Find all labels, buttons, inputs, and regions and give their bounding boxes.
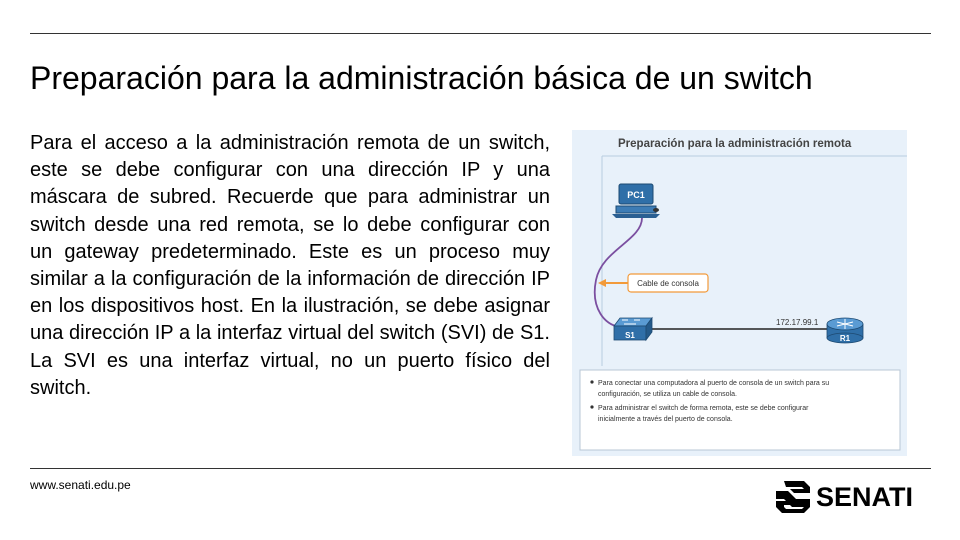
mouse-icon (653, 208, 659, 212)
footer-url[interactable]: www.senati.edu.pe (30, 478, 131, 492)
senati-logo (774, 479, 934, 515)
pc1-label: PC1 (627, 190, 645, 200)
page-title: Preparación para la administración básica de un switch (30, 60, 813, 96)
bottom-divider (30, 468, 931, 469)
router-r1-icon (827, 318, 863, 343)
note-line-1: Para conectar una computadora al puerto de consola de un switch para su (598, 380, 830, 387)
note-line-3: Para administrar el switch de forma remota, este se debe configurar (598, 405, 809, 412)
top-divider (30, 33, 931, 34)
switch-s1-label: S1 (625, 331, 635, 340)
pc1-icon (612, 184, 660, 218)
senati-logo-icon (774, 479, 812, 515)
body-paragraph: Para el acceso a la administración remota de un switch, este se debe configurar con una dirección IP y una máscara de subred. Recuerde que para administrar un switch desde una red remota, se lo debe configurar con un gateway predeterminado. Este es un proceso muy similar a la configuración de la información de dirección IP en los dispositivos host. En la ilustración, se debe asignar una dirección IP a la interfaz virtual del switch (SVI) de S1. La SVI es una interfaz virtual, no un puerto físico del switch. (30, 132, 550, 399)
note-line-4: inicialmente a través del puerto de consola. (598, 416, 733, 423)
note-line-2: configuración, se utiliza un cable de consola. (598, 391, 737, 398)
cable-label: Cable de consola (637, 279, 699, 288)
cable-callout (598, 274, 708, 292)
network-illustration (572, 130, 907, 456)
figure-title: Preparación para la administración remota (618, 138, 852, 150)
brand-name: SENATI (816, 482, 914, 512)
ip-label: 172.17.99.1 (776, 318, 819, 327)
switch-s1-icon (614, 318, 652, 340)
router-r1-label: R1 (839, 334, 851, 343)
